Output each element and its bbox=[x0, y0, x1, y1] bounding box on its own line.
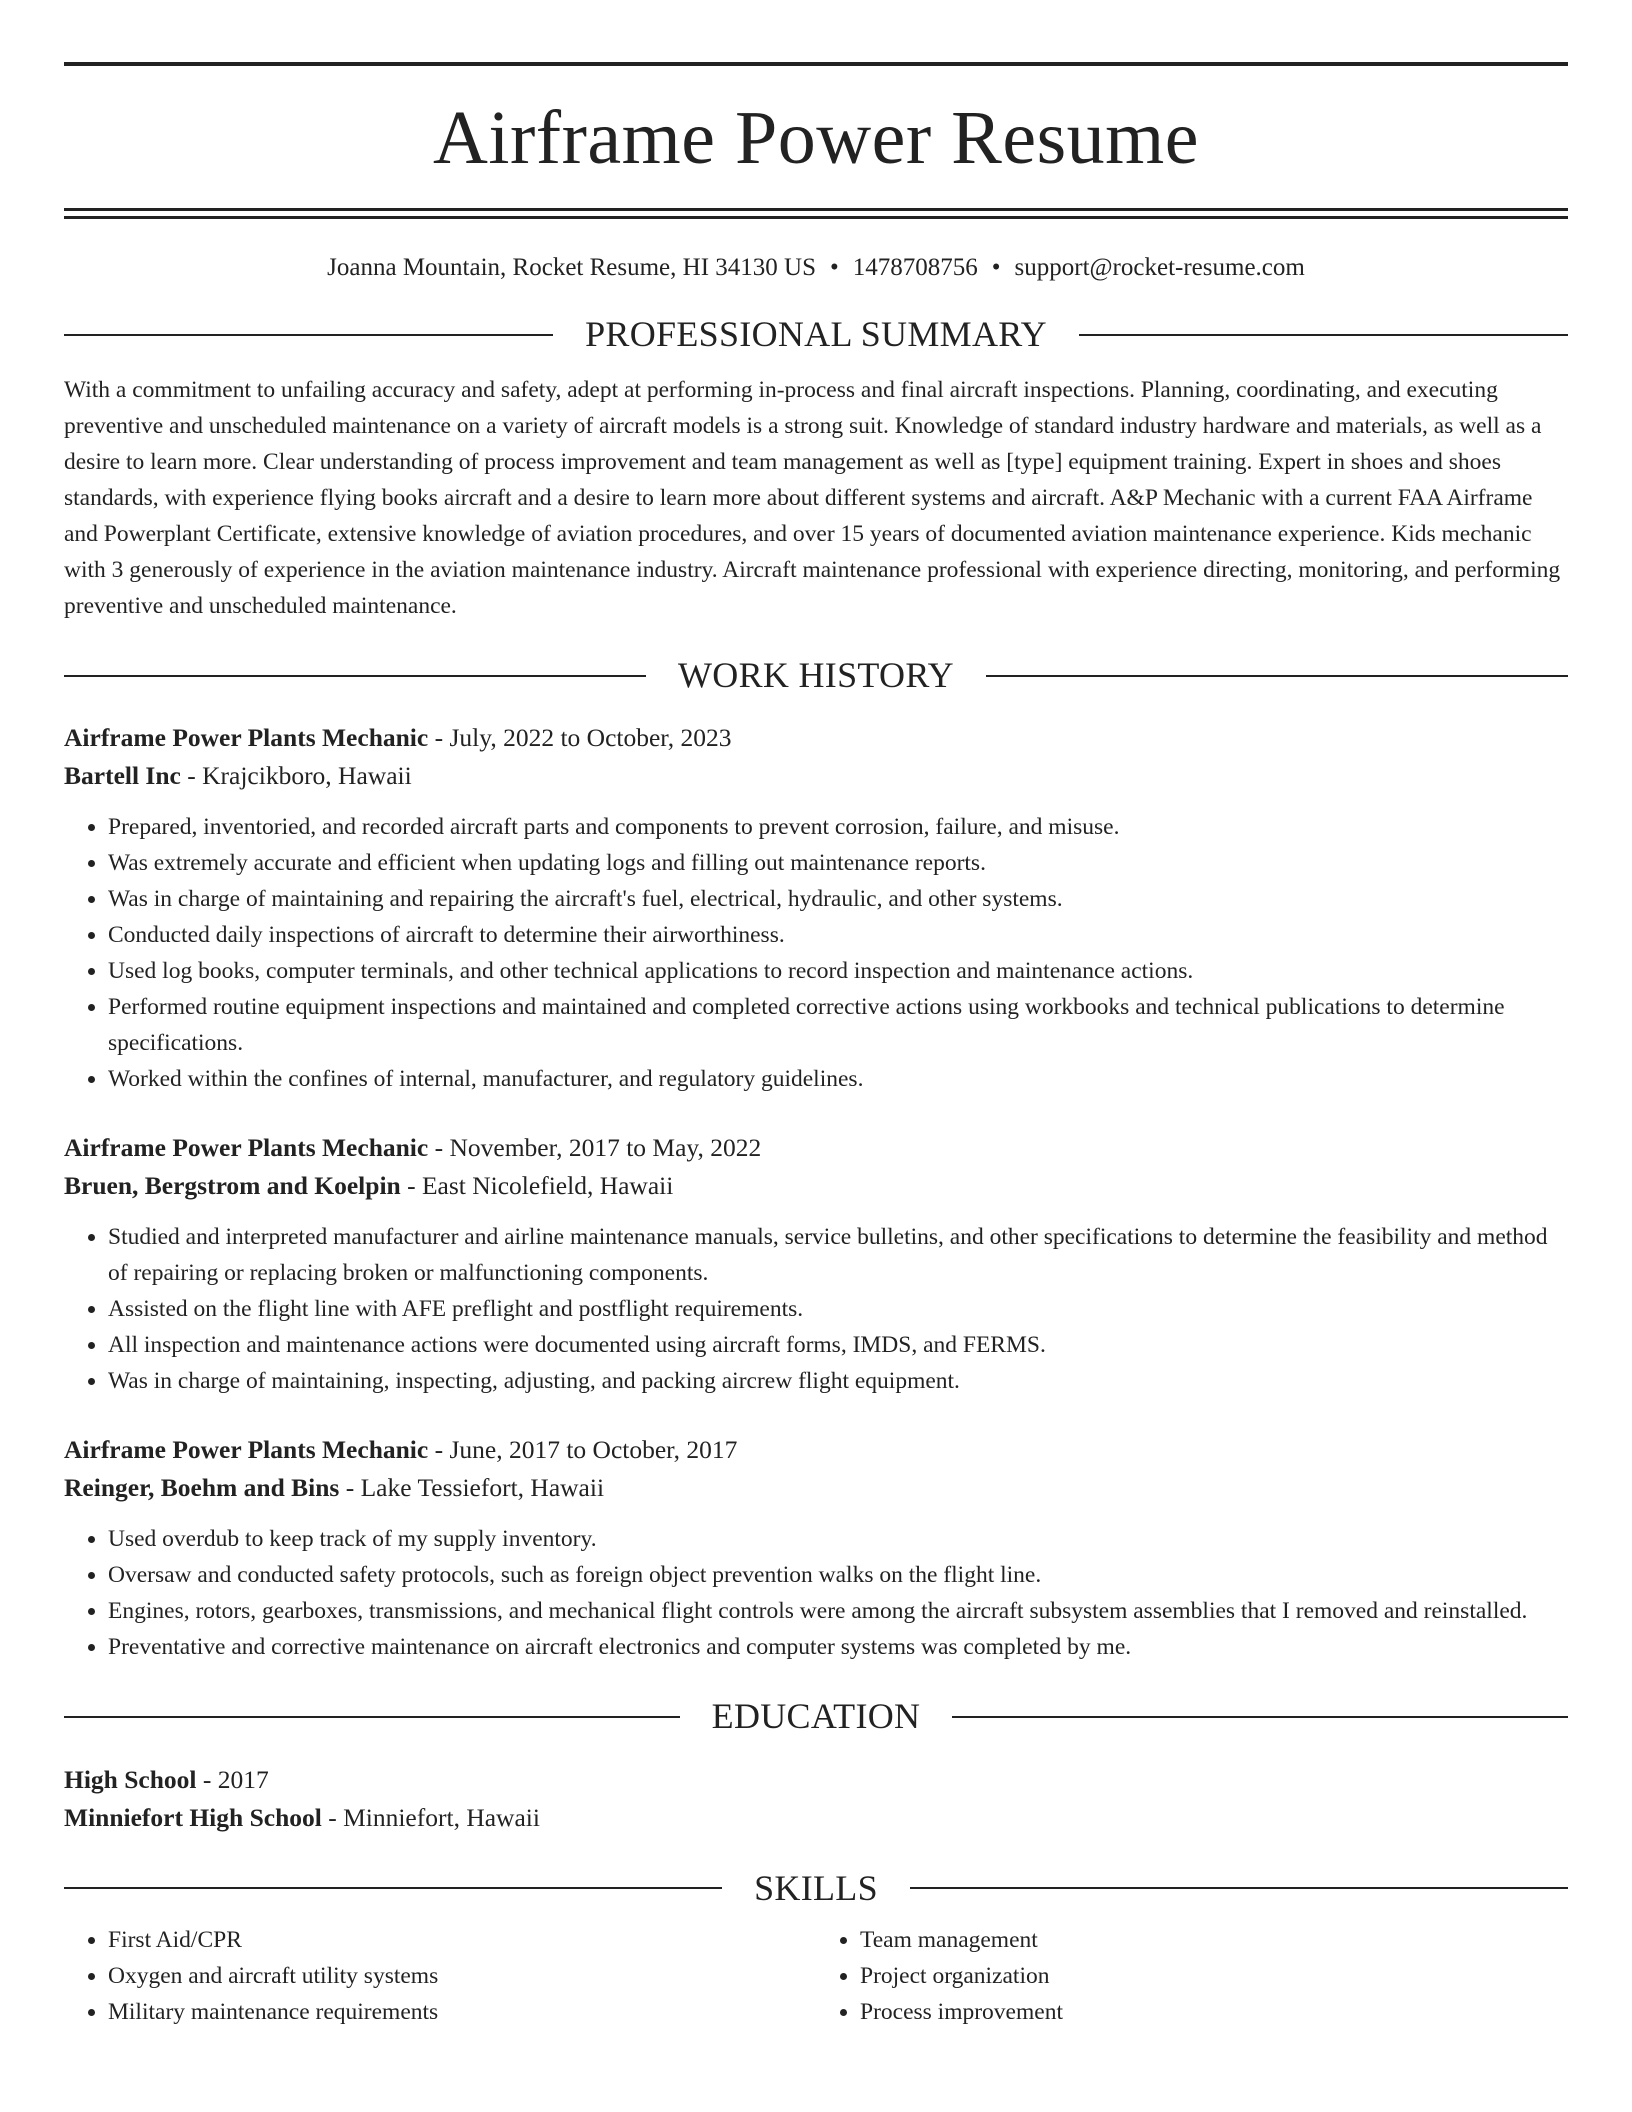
contact-line bbox=[64, 253, 1568, 283]
skill-item: • Team management bbox=[860, 1922, 1568, 1958]
job-bullet: • Prepared, inventoried, and recorded aircraft parts and components to prevent corrosion, failure, and misuse. bbox=[108, 809, 1568, 845]
resume-title: Airframe Power Resume bbox=[432, 96, 1200, 180]
job-location: - Lake Tessiefort, Hawaii bbox=[339, 1473, 605, 1503]
job-title: Airframe Power Plants Mechanic bbox=[64, 1133, 429, 1163]
job-bullet: • Preventative and corrective maintenance on aircraft electronics and computer systems was completed by me. bbox=[108, 1629, 1568, 1665]
skill-item: • Military maintenance requirements bbox=[108, 1994, 816, 2030]
section-title: EDUCATION bbox=[711, 1696, 921, 1737]
skill-item: • Project organization bbox=[860, 1958, 1568, 1994]
section-title: PROFESSIONAL SUMMARY bbox=[585, 314, 1047, 354]
job-bullet: • Assisted on the flight line with AFE preflight and postflight requirements. bbox=[108, 1291, 1568, 1327]
divider-line bbox=[64, 1716, 680, 1718]
job-bullets bbox=[64, 1219, 1568, 1399]
divider-line bbox=[952, 1716, 1568, 1718]
section-header-work bbox=[64, 654, 1568, 697]
job-bullet: • Used overdub to keep track of my supply inventory. bbox=[108, 1521, 1568, 1557]
job-company: Bruen, Bergstrom and Koelpin bbox=[64, 1171, 401, 1201]
job-dates: - June, 2017 to October, 2017 bbox=[428, 1435, 738, 1465]
section-header-summary bbox=[64, 313, 1568, 356]
job-entry bbox=[64, 1129, 1568, 1399]
job-bullet: • Was in charge of maintaining, inspecting, adjusting, and packing aircrew flight equipment. bbox=[108, 1363, 1568, 1399]
skills-columns bbox=[64, 1922, 1568, 2030]
job-title-line bbox=[64, 1431, 1568, 1469]
education-school: Minniefort High School bbox=[64, 1802, 322, 1832]
job-title: Airframe Power Plants Mechanic bbox=[64, 723, 429, 753]
job-bullet: • Was in charge of maintaining and repairing the aircraft's fuel, electrical, hydraulic, and other systems. bbox=[108, 881, 1568, 917]
section-title: SKILLS bbox=[754, 1867, 878, 1908]
job-title-line bbox=[64, 719, 1568, 757]
job-company-line bbox=[64, 1167, 1568, 1205]
summary-text: With a commitment to unfailing accuracy and safety, adept at performing in-process and final aircraft inspections. Planning, coordinating, and executing preventive and unscheduled maintenance on a variety of aircraft models is a strong suit. Knowledge of standard industry hardware and materials, as well as a desire to learn more. Clear understanding of process improvement and team management as well as [type] equipment training. Expert in shoes and shoes standards, with experience flying books aircraft and a desire to learn more about different systems and aircraft. A&P Mechanic with a current FAA Airframe and Powerplant Certificate, extensive knowledge of aviation procedures, and over 15 years of documented aviation maintenance experience. Kids mechanic with 3 generously of experience in the aviation maintenance industry. Aircraft maintenance professional with experience directing, monitoring, and performing preventive and unscheduled maintenance. bbox=[64, 377, 1561, 620]
job-entry bbox=[64, 1431, 1568, 1665]
section-header-skills bbox=[64, 1867, 1568, 1910]
job-bullet: • Performed routine equipment inspections and maintained and completed corrective actions using workbooks and technical publications to determine specifications. bbox=[108, 989, 1568, 1061]
divider-line bbox=[1079, 334, 1568, 336]
divider-line bbox=[64, 1887, 722, 1889]
job-bullet: • Was extremely accurate and efficient when updating logs and filling out maintenance reports. bbox=[108, 845, 1568, 881]
education-year: - 2017 bbox=[196, 1764, 269, 1794]
job-bullet: • Oversaw and conducted safety protocols, such as foreign object prevention walks on the flight line. bbox=[108, 1557, 1568, 1593]
work-history bbox=[64, 719, 1568, 1665]
job-bullet: • Studied and interpreted manufacturer and airline maintenance manuals, service bulletins, and other specifications to determine the feasibility and method of repairing or replacing broken or malfunctioning components. bbox=[108, 1219, 1568, 1291]
resume-page bbox=[64, 0, 1568, 2030]
job-bullet: • All inspection and maintenance actions were documented using aircraft forms, IMDS, and FERMS. bbox=[108, 1327, 1568, 1363]
job-bullet: • Worked within the confines of internal, manufacturer, and regulatory guidelines. bbox=[108, 1061, 1568, 1097]
job-bullet: • Used log books, computer terminals, and other technical applications to record inspection and maintenance actions. bbox=[108, 953, 1568, 989]
skills-list-left bbox=[64, 1922, 816, 2030]
top-rule bbox=[64, 62, 1568, 66]
divider-line bbox=[910, 1887, 1568, 1889]
education-entry bbox=[64, 1761, 1568, 1837]
skill-item: • Oxygen and aircraft utility systems bbox=[108, 1958, 816, 1994]
job-company-line bbox=[64, 1469, 1568, 1507]
contact-separator: • bbox=[830, 254, 839, 281]
skill-item: • First Aid/CPR bbox=[108, 1922, 816, 1958]
skill-item: • Process improvement bbox=[860, 1994, 1568, 2030]
contact-separator: • bbox=[991, 254, 1001, 281]
section-title: WORK HISTORY bbox=[678, 655, 954, 696]
job-bullet: • Engines, rotors, gearboxes, transmissions, and mechanical flight controls were among the aircraft subsystem assemblies that I removed and reinstalled. bbox=[108, 1593, 1568, 1629]
job-location: - Krajcikboro, Hawaii bbox=[180, 761, 412, 791]
skills-list-right bbox=[816, 1922, 1568, 2030]
education-degree: High School bbox=[64, 1764, 197, 1794]
education-location: - Minniefort, Hawaii bbox=[321, 1802, 540, 1832]
contact-email[interactable]: support@rocket-resume.com bbox=[1014, 254, 1305, 281]
education-degree-line bbox=[64, 1761, 1568, 1799]
job-company: Bartell Inc bbox=[64, 761, 181, 791]
job-dates: - July, 2022 to October, 2023 bbox=[428, 723, 732, 753]
divider-line bbox=[64, 675, 646, 677]
job-title: Airframe Power Plants Mechanic bbox=[64, 1435, 429, 1465]
divider-line bbox=[64, 334, 553, 336]
job-dates: - November, 2017 to May, 2022 bbox=[428, 1133, 762, 1163]
divider-line bbox=[986, 675, 1568, 677]
job-title-line bbox=[64, 1129, 1568, 1167]
job-bullets bbox=[64, 1521, 1568, 1665]
job-bullets bbox=[64, 809, 1568, 1097]
title-double-rule bbox=[64, 208, 1568, 219]
job-bullet: • Conducted daily inspections of aircraft to determine their airworthiness. bbox=[108, 917, 1568, 953]
job-company-line bbox=[64, 757, 1568, 795]
job-location: - East Nicolefield, Hawaii bbox=[400, 1171, 674, 1201]
contact-address: Joanna Mountain, Rocket Resume, HI 34130 US bbox=[327, 254, 816, 281]
job-entry bbox=[64, 719, 1568, 1097]
contact-phone: 1478708756 bbox=[852, 254, 978, 281]
job-company: Reinger, Boehm and Bins bbox=[64, 1473, 340, 1503]
education-school-line bbox=[64, 1799, 1568, 1837]
section-header-education bbox=[64, 1695, 1568, 1738]
